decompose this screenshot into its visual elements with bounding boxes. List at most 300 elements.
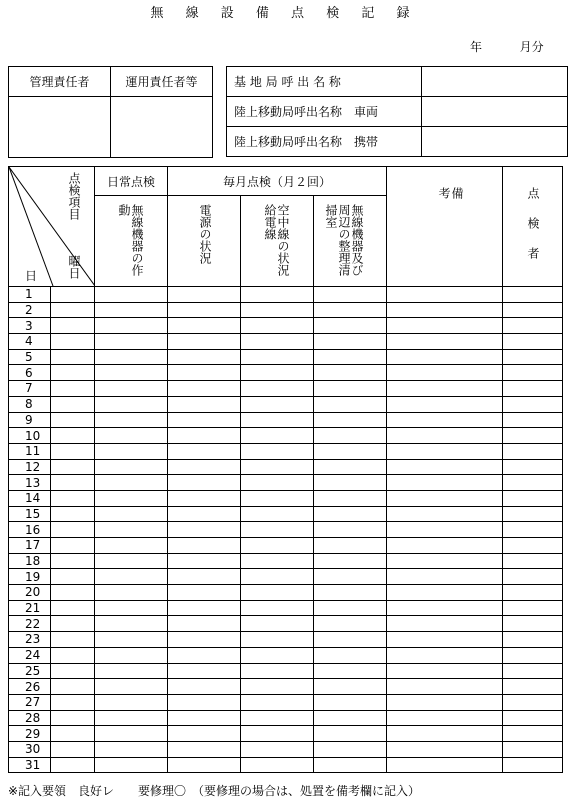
entry-cell[interactable] bbox=[95, 632, 168, 648]
day-number: 2 bbox=[9, 302, 51, 318]
table-row bbox=[9, 287, 563, 303]
day-number: 3 bbox=[9, 318, 51, 334]
entry-cell[interactable] bbox=[241, 741, 314, 757]
entry-cell[interactable] bbox=[51, 538, 95, 554]
day-number: 4 bbox=[9, 334, 51, 350]
entry-cell[interactable] bbox=[387, 710, 503, 726]
table-row bbox=[9, 538, 563, 554]
entry-cell[interactable] bbox=[51, 741, 95, 757]
entry-cell[interactable] bbox=[95, 741, 168, 757]
entry-cell[interactable] bbox=[503, 694, 563, 710]
entry-cell[interactable] bbox=[95, 318, 168, 334]
entry-cell[interactable] bbox=[51, 475, 95, 491]
entry-cell[interactable] bbox=[503, 726, 563, 742]
entry-cell[interactable] bbox=[95, 334, 168, 350]
entry-cell[interactable] bbox=[95, 757, 168, 773]
day-number: 28 bbox=[9, 710, 51, 726]
entry-cell[interactable] bbox=[314, 616, 387, 632]
entry-cell[interactable] bbox=[503, 412, 563, 428]
table-row bbox=[9, 459, 563, 475]
entry-cell[interactable] bbox=[314, 710, 387, 726]
entry-cell[interactable] bbox=[51, 647, 95, 663]
entry-cell[interactable] bbox=[387, 365, 503, 381]
entry-cell[interactable] bbox=[168, 647, 241, 663]
day-number: 11 bbox=[9, 443, 51, 459]
entry-cell[interactable] bbox=[314, 694, 387, 710]
entry-cell[interactable] bbox=[95, 553, 168, 569]
footer-instructions: ※記入要領 良好レ 要修理〇 （要修理の場合は、処置を備考欄に記入） bbox=[8, 784, 421, 798]
table-row bbox=[9, 600, 563, 616]
entry-cell[interactable] bbox=[241, 663, 314, 679]
entry-cell[interactable] bbox=[51, 490, 95, 506]
entry-cell[interactable] bbox=[241, 412, 314, 428]
entry-cell[interactable] bbox=[168, 741, 241, 757]
day-number: 29 bbox=[9, 726, 51, 742]
entry-cell[interactable] bbox=[51, 694, 95, 710]
entry-cell[interactable] bbox=[314, 757, 387, 773]
entry-cell[interactable] bbox=[314, 287, 387, 303]
inspector-label: 点検者 bbox=[526, 187, 540, 277]
entry-cell[interactable] bbox=[241, 585, 314, 601]
entry-cell[interactable] bbox=[168, 443, 241, 459]
admin-label: 管理責任者 bbox=[9, 67, 111, 97]
entry-cell[interactable] bbox=[314, 647, 387, 663]
entry-cell[interactable] bbox=[168, 569, 241, 585]
entry-cell[interactable] bbox=[168, 663, 241, 679]
entry-cell[interactable] bbox=[95, 538, 168, 554]
entry-cell[interactable] bbox=[503, 490, 563, 506]
header-weekday-label: 曜日 bbox=[67, 255, 81, 279]
day-number: 7 bbox=[9, 381, 51, 397]
entry-cell[interactable] bbox=[51, 585, 95, 601]
station-name-table bbox=[226, 66, 568, 157]
entry-cell[interactable] bbox=[314, 302, 387, 318]
entry-cell[interactable] bbox=[51, 287, 95, 303]
entry-cell[interactable] bbox=[95, 428, 168, 444]
entry-cell[interactable] bbox=[503, 381, 563, 397]
operation-signature-cell[interactable] bbox=[111, 97, 213, 158]
entry-cell[interactable] bbox=[241, 318, 314, 334]
entry-cell[interactable] bbox=[503, 287, 563, 303]
entry-cell[interactable] bbox=[314, 663, 387, 679]
inspector-header bbox=[503, 167, 563, 287]
entry-cell[interactable] bbox=[95, 647, 168, 663]
entry-cell[interactable] bbox=[241, 365, 314, 381]
entry-cell[interactable] bbox=[314, 569, 387, 585]
day-number: 9 bbox=[9, 412, 51, 428]
entry-cell[interactable] bbox=[503, 757, 563, 773]
table-row bbox=[9, 726, 563, 742]
entry-cell[interactable] bbox=[51, 318, 95, 334]
entry-cell[interactable] bbox=[387, 741, 503, 757]
entry-cell[interactable] bbox=[51, 428, 95, 444]
entry-cell[interactable] bbox=[503, 318, 563, 334]
entry-cell[interactable] bbox=[51, 726, 95, 742]
entry-cell[interactable] bbox=[168, 585, 241, 601]
entry-cell[interactable] bbox=[503, 679, 563, 695]
entry-cell[interactable] bbox=[95, 726, 168, 742]
entry-cell[interactable] bbox=[503, 647, 563, 663]
entry-cell[interactable] bbox=[51, 365, 95, 381]
entry-cell[interactable] bbox=[314, 349, 387, 365]
diagonal-lines bbox=[9, 167, 95, 286]
entry-cell[interactable] bbox=[168, 381, 241, 397]
entry-cell[interactable] bbox=[503, 302, 563, 318]
entry-cell[interactable] bbox=[95, 459, 168, 475]
day-number: 8 bbox=[9, 396, 51, 412]
entry-cell[interactable] bbox=[51, 616, 95, 632]
table-row bbox=[9, 710, 563, 726]
table-row bbox=[9, 569, 563, 585]
entry-cell[interactable] bbox=[51, 381, 95, 397]
entry-cell[interactable] bbox=[503, 710, 563, 726]
entry-cell[interactable] bbox=[168, 490, 241, 506]
entry-cell[interactable] bbox=[241, 538, 314, 554]
entry-cell[interactable] bbox=[51, 663, 95, 679]
entry-cell[interactable] bbox=[387, 663, 503, 679]
entry-cell[interactable] bbox=[241, 616, 314, 632]
entry-cell[interactable] bbox=[168, 538, 241, 554]
entry-cell[interactable] bbox=[95, 349, 168, 365]
entry-cell[interactable] bbox=[387, 569, 503, 585]
entry-cell[interactable] bbox=[387, 490, 503, 506]
entry-cell[interactable] bbox=[95, 600, 168, 616]
entry-cell[interactable] bbox=[387, 600, 503, 616]
operation-label: 運用責任者等 bbox=[111, 67, 213, 97]
entry-cell[interactable] bbox=[51, 569, 95, 585]
entry-cell[interactable] bbox=[51, 632, 95, 648]
entry-cell[interactable] bbox=[314, 490, 387, 506]
entry-cell[interactable] bbox=[95, 679, 168, 695]
table-row bbox=[9, 616, 563, 632]
base-station-label: 基 地 局 呼 出 名 称 bbox=[227, 67, 422, 97]
monthly-check-header: 毎月点検（月２回） bbox=[168, 167, 387, 196]
entry-cell[interactable] bbox=[51, 600, 95, 616]
entry-cell[interactable] bbox=[168, 600, 241, 616]
entry-cell[interactable] bbox=[168, 459, 241, 475]
entry-cell[interactable] bbox=[387, 443, 503, 459]
day-number: 15 bbox=[9, 506, 51, 522]
day-number: 14 bbox=[9, 490, 51, 506]
entry-cell[interactable] bbox=[95, 569, 168, 585]
entry-cell[interactable] bbox=[168, 710, 241, 726]
entry-cell[interactable] bbox=[503, 365, 563, 381]
entry-cell[interactable] bbox=[387, 585, 503, 601]
day-number: 25 bbox=[9, 663, 51, 679]
entry-cell[interactable] bbox=[503, 522, 563, 538]
portable-station-value[interactable] bbox=[422, 127, 568, 157]
entry-cell[interactable] bbox=[241, 302, 314, 318]
table-row bbox=[9, 365, 563, 381]
entry-cell[interactable] bbox=[168, 757, 241, 773]
table-row bbox=[9, 475, 563, 491]
entry-cell[interactable] bbox=[314, 585, 387, 601]
remarks-header bbox=[387, 167, 503, 287]
entry-cell[interactable] bbox=[314, 632, 387, 648]
entry-cell[interactable] bbox=[241, 569, 314, 585]
entry-cell[interactable] bbox=[387, 349, 503, 365]
entry-cell[interactable] bbox=[95, 412, 168, 428]
entry-cell[interactable] bbox=[387, 522, 503, 538]
entry-cell[interactable] bbox=[51, 396, 95, 412]
entry-cell[interactable] bbox=[168, 287, 241, 303]
entry-cell[interactable] bbox=[387, 538, 503, 554]
entry-cell[interactable] bbox=[503, 663, 563, 679]
entry-cell[interactable] bbox=[241, 694, 314, 710]
entry-cell[interactable] bbox=[95, 522, 168, 538]
entry-cell[interactable] bbox=[168, 694, 241, 710]
entry-cell[interactable] bbox=[51, 302, 95, 318]
entry-cell[interactable] bbox=[503, 600, 563, 616]
corner-header bbox=[9, 167, 95, 287]
entry-cell[interactable] bbox=[95, 663, 168, 679]
entry-cell[interactable] bbox=[168, 726, 241, 742]
day-number: 26 bbox=[9, 679, 51, 695]
entry-cell[interactable] bbox=[168, 349, 241, 365]
entry-cell[interactable] bbox=[387, 459, 503, 475]
table-row bbox=[9, 443, 563, 459]
inspection-grid bbox=[8, 166, 563, 773]
entry-cell[interactable] bbox=[314, 381, 387, 397]
day-number: 24 bbox=[9, 647, 51, 663]
entry-cell[interactable] bbox=[95, 490, 168, 506]
daily-check-header: 日常点検 bbox=[95, 167, 168, 196]
day-number: 31 bbox=[9, 757, 51, 773]
entry-cell[interactable] bbox=[168, 318, 241, 334]
day-number: 5 bbox=[9, 349, 51, 365]
entry-cell[interactable] bbox=[168, 412, 241, 428]
entry-cell[interactable] bbox=[241, 334, 314, 350]
entry-cell[interactable] bbox=[95, 694, 168, 710]
cleaning-label: 無線機器及び周辺の整理清掃室 bbox=[324, 204, 364, 277]
entry-cell[interactable] bbox=[168, 428, 241, 444]
entry-cell[interactable] bbox=[241, 600, 314, 616]
entry-cell[interactable] bbox=[503, 616, 563, 632]
table-row bbox=[9, 412, 563, 428]
table-row bbox=[9, 585, 563, 601]
entry-cell[interactable] bbox=[51, 553, 95, 569]
entry-cell[interactable] bbox=[387, 553, 503, 569]
table-row bbox=[9, 428, 563, 444]
table-row bbox=[9, 522, 563, 538]
day-number: 22 bbox=[9, 616, 51, 632]
entry-cell[interactable] bbox=[51, 506, 95, 522]
entry-cell[interactable] bbox=[241, 757, 314, 773]
entry-cell[interactable] bbox=[314, 428, 387, 444]
entry-cell[interactable] bbox=[503, 741, 563, 757]
entry-cell[interactable] bbox=[168, 302, 241, 318]
entry-cell[interactable] bbox=[503, 553, 563, 569]
year-label: 年 bbox=[470, 40, 483, 54]
entry-cell[interactable] bbox=[241, 522, 314, 538]
entry-cell[interactable] bbox=[95, 287, 168, 303]
month-label: 月分 bbox=[519, 40, 544, 54]
entry-cell[interactable] bbox=[168, 616, 241, 632]
entry-cell[interactable] bbox=[503, 585, 563, 601]
entry-cell[interactable] bbox=[168, 396, 241, 412]
entry-cell[interactable] bbox=[387, 679, 503, 695]
entry-cell[interactable] bbox=[241, 647, 314, 663]
header-item-label: 点検項目 bbox=[67, 172, 81, 220]
entry-cell[interactable] bbox=[241, 710, 314, 726]
entry-cell[interactable] bbox=[503, 475, 563, 491]
table-row bbox=[9, 318, 563, 334]
entry-cell[interactable] bbox=[168, 522, 241, 538]
entry-cell[interactable] bbox=[95, 381, 168, 397]
day-number: 30 bbox=[9, 741, 51, 757]
day-number: 1 bbox=[9, 287, 51, 303]
entry-cell[interactable] bbox=[503, 538, 563, 554]
remarks-label: 備考 bbox=[437, 187, 464, 239]
entry-cell[interactable] bbox=[241, 381, 314, 397]
entry-cell[interactable] bbox=[51, 443, 95, 459]
entry-cell[interactable] bbox=[314, 506, 387, 522]
entry-cell[interactable] bbox=[503, 349, 563, 365]
entry-cell[interactable] bbox=[387, 396, 503, 412]
entry-cell[interactable] bbox=[51, 459, 95, 475]
day-number: 18 bbox=[9, 553, 51, 569]
entry-cell[interactable] bbox=[95, 443, 168, 459]
entry-cell[interactable] bbox=[95, 585, 168, 601]
table-row bbox=[9, 349, 563, 365]
entry-cell[interactable] bbox=[387, 506, 503, 522]
entry-cell[interactable] bbox=[387, 302, 503, 318]
entry-cell[interactable] bbox=[314, 443, 387, 459]
device-operation-label: 無線機器の作動 bbox=[117, 204, 144, 277]
entry-cell[interactable] bbox=[503, 396, 563, 412]
entry-cell[interactable] bbox=[387, 318, 503, 334]
entry-cell[interactable] bbox=[168, 334, 241, 350]
entry-cell[interactable] bbox=[314, 538, 387, 554]
header-day-label: 日 bbox=[25, 269, 38, 283]
table-row bbox=[9, 679, 563, 695]
entry-cell[interactable] bbox=[168, 365, 241, 381]
entry-cell[interactable] bbox=[503, 569, 563, 585]
entry-cell[interactable] bbox=[241, 396, 314, 412]
entry-cell[interactable] bbox=[51, 710, 95, 726]
table-row bbox=[9, 632, 563, 648]
table-row bbox=[9, 553, 563, 569]
entry-cell[interactable] bbox=[314, 475, 387, 491]
power-label: 電源の状況 bbox=[198, 204, 212, 265]
entry-cell[interactable] bbox=[241, 553, 314, 569]
entry-cell[interactable] bbox=[387, 334, 503, 350]
entry-cell[interactable] bbox=[387, 757, 503, 773]
year-month-field bbox=[470, 38, 544, 55]
entry-cell[interactable] bbox=[503, 506, 563, 522]
entry-cell[interactable] bbox=[503, 428, 563, 444]
entry-cell[interactable] bbox=[51, 757, 95, 773]
entry-cell[interactable] bbox=[95, 616, 168, 632]
entry-cell[interactable] bbox=[168, 553, 241, 569]
table-row bbox=[9, 647, 563, 663]
entry-cell[interactable] bbox=[51, 334, 95, 350]
entry-cell[interactable] bbox=[387, 428, 503, 444]
entry-cell[interactable] bbox=[314, 553, 387, 569]
base-station-value[interactable] bbox=[422, 67, 568, 97]
entry-cell[interactable] bbox=[241, 679, 314, 695]
entry-cell[interactable] bbox=[241, 459, 314, 475]
entry-cell[interactable] bbox=[387, 412, 503, 428]
entry-cell[interactable] bbox=[95, 506, 168, 522]
entry-cell[interactable] bbox=[95, 365, 168, 381]
entry-cell[interactable] bbox=[503, 334, 563, 350]
entry-cell[interactable] bbox=[387, 616, 503, 632]
entry-cell[interactable] bbox=[314, 334, 387, 350]
entry-cell[interactable] bbox=[314, 600, 387, 616]
vehicle-station-value[interactable] bbox=[422, 97, 568, 127]
table-row bbox=[9, 741, 563, 757]
entry-cell[interactable] bbox=[241, 490, 314, 506]
entry-cell[interactable] bbox=[51, 412, 95, 428]
entry-cell[interactable] bbox=[241, 475, 314, 491]
entry-cell[interactable] bbox=[95, 302, 168, 318]
entry-cell[interactable] bbox=[314, 679, 387, 695]
entry-cell[interactable] bbox=[387, 381, 503, 397]
entry-cell[interactable] bbox=[314, 396, 387, 412]
table-row bbox=[9, 490, 563, 506]
entry-cell[interactable] bbox=[387, 726, 503, 742]
table-row bbox=[9, 506, 563, 522]
entry-cell[interactable] bbox=[387, 287, 503, 303]
entry-cell[interactable] bbox=[314, 459, 387, 475]
entry-cell[interactable] bbox=[241, 726, 314, 742]
entry-cell[interactable] bbox=[168, 475, 241, 491]
table-row bbox=[9, 396, 563, 412]
antenna-label: 空中線の状況給電線 bbox=[263, 204, 290, 277]
table-row bbox=[9, 381, 563, 397]
entry-cell[interactable] bbox=[95, 710, 168, 726]
entry-cell[interactable] bbox=[314, 318, 387, 334]
power-header bbox=[168, 196, 241, 287]
table-row bbox=[9, 302, 563, 318]
entry-cell[interactable] bbox=[387, 694, 503, 710]
entry-cell[interactable] bbox=[51, 522, 95, 538]
entry-cell[interactable] bbox=[387, 647, 503, 663]
entry-cell[interactable] bbox=[387, 632, 503, 648]
entry-cell[interactable] bbox=[314, 412, 387, 428]
entry-cell[interactable] bbox=[241, 287, 314, 303]
entry-cell[interactable] bbox=[95, 396, 168, 412]
entry-cell[interactable] bbox=[51, 679, 95, 695]
entry-cell[interactable] bbox=[241, 349, 314, 365]
entry-cell[interactable] bbox=[314, 365, 387, 381]
entry-cell[interactable] bbox=[314, 726, 387, 742]
day-number: 13 bbox=[9, 475, 51, 491]
admin-signature-cell[interactable] bbox=[9, 97, 111, 158]
entry-cell[interactable] bbox=[314, 522, 387, 538]
day-number: 17 bbox=[9, 538, 51, 554]
antenna-header bbox=[241, 196, 314, 287]
entry-cell[interactable] bbox=[387, 475, 503, 491]
entry-cell[interactable] bbox=[95, 475, 168, 491]
entry-cell[interactable] bbox=[503, 443, 563, 459]
entry-cell[interactable] bbox=[241, 443, 314, 459]
entry-cell[interactable] bbox=[168, 632, 241, 648]
entry-cell[interactable] bbox=[314, 741, 387, 757]
portable-station-label: 陸上移動局呼出名称 携帯 bbox=[227, 127, 422, 157]
page-title: 無 線 設 備 点 検 記 録 bbox=[150, 6, 419, 21]
entry-cell[interactable] bbox=[168, 506, 241, 522]
entry-cell[interactable] bbox=[168, 679, 241, 695]
entry-cell[interactable] bbox=[241, 506, 314, 522]
entry-cell[interactable] bbox=[241, 428, 314, 444]
entry-cell[interactable] bbox=[503, 632, 563, 648]
vehicle-station-label: 陸上移動局呼出名称 車両 bbox=[227, 97, 422, 127]
entry-cell[interactable] bbox=[241, 632, 314, 648]
entry-cell[interactable] bbox=[51, 349, 95, 365]
entry-cell[interactable] bbox=[503, 459, 563, 475]
